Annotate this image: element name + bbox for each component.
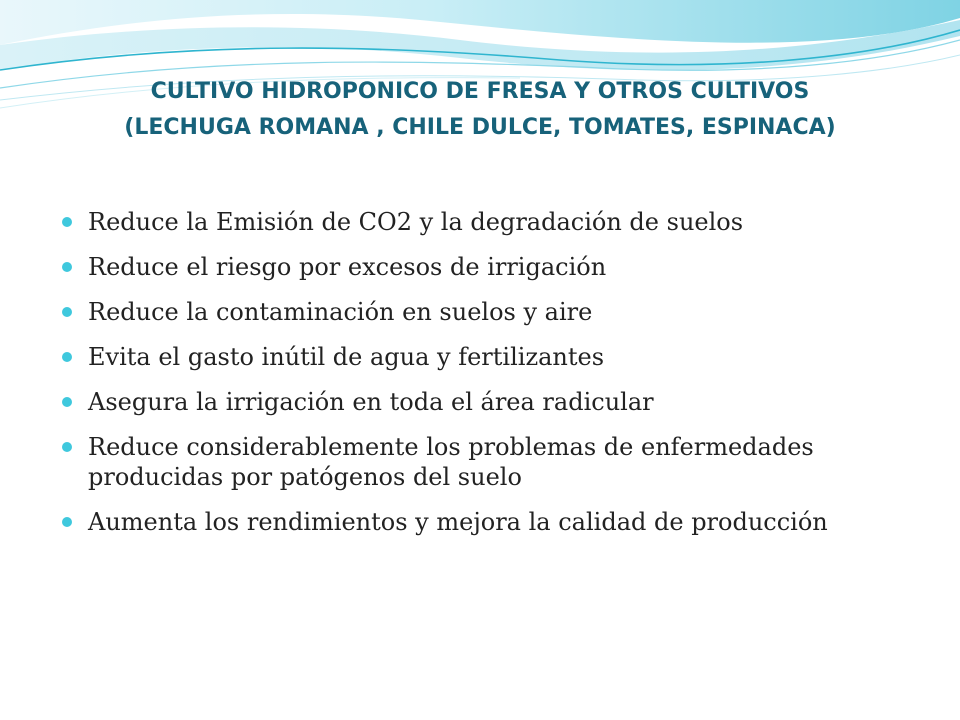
bullet-dot-icon: [62, 517, 72, 527]
bullet-dot-icon: [62, 442, 72, 452]
bullet-text: Evita el gasto inútil de agua y fertilizantes: [88, 343, 605, 371]
slide-title-line-1: CULTIVO HIDROPONICO DE FRESA Y OTROS CULTIVOS: [150, 79, 810, 104]
bullet-text: Reduce la Emisión de CO2 y la degradación de suelos: [88, 208, 744, 236]
list-item: [60, 207, 906, 237]
bullet-dot-icon: [62, 307, 72, 317]
bullet-dot-icon: [62, 217, 72, 227]
bullet-dot-icon: [62, 262, 72, 272]
list-item: [60, 252, 906, 282]
bullet-text: Asegura la irrigación en toda el área radicular: [88, 388, 654, 416]
list-item: [60, 387, 906, 417]
bullet-text: Reduce considerablemente los problemas de enfermedades producidas por patógenos del suelo: [88, 433, 814, 491]
bullet-text: Reduce el riesgo por excesos de irrigación: [88, 253, 607, 281]
bullet-text: Aumenta los rendimientos y mejora la calidad de producción: [88, 508, 828, 536]
slide-title-line-2: (LECHUGA ROMANA , CHILE DULCE, TOMATES, ESPINACA): [124, 115, 836, 140]
slide-title: [40, 74, 920, 146]
list-item: [60, 297, 906, 327]
list-item: [60, 507, 906, 537]
list-item: [60, 432, 906, 492]
bullet-text: Reduce la contaminación en suelos y aire: [88, 298, 593, 326]
bullet-dot-icon: [62, 397, 72, 407]
list-item: [60, 342, 906, 372]
bullet-dot-icon: [62, 352, 72, 362]
bullet-list: [60, 207, 906, 552]
